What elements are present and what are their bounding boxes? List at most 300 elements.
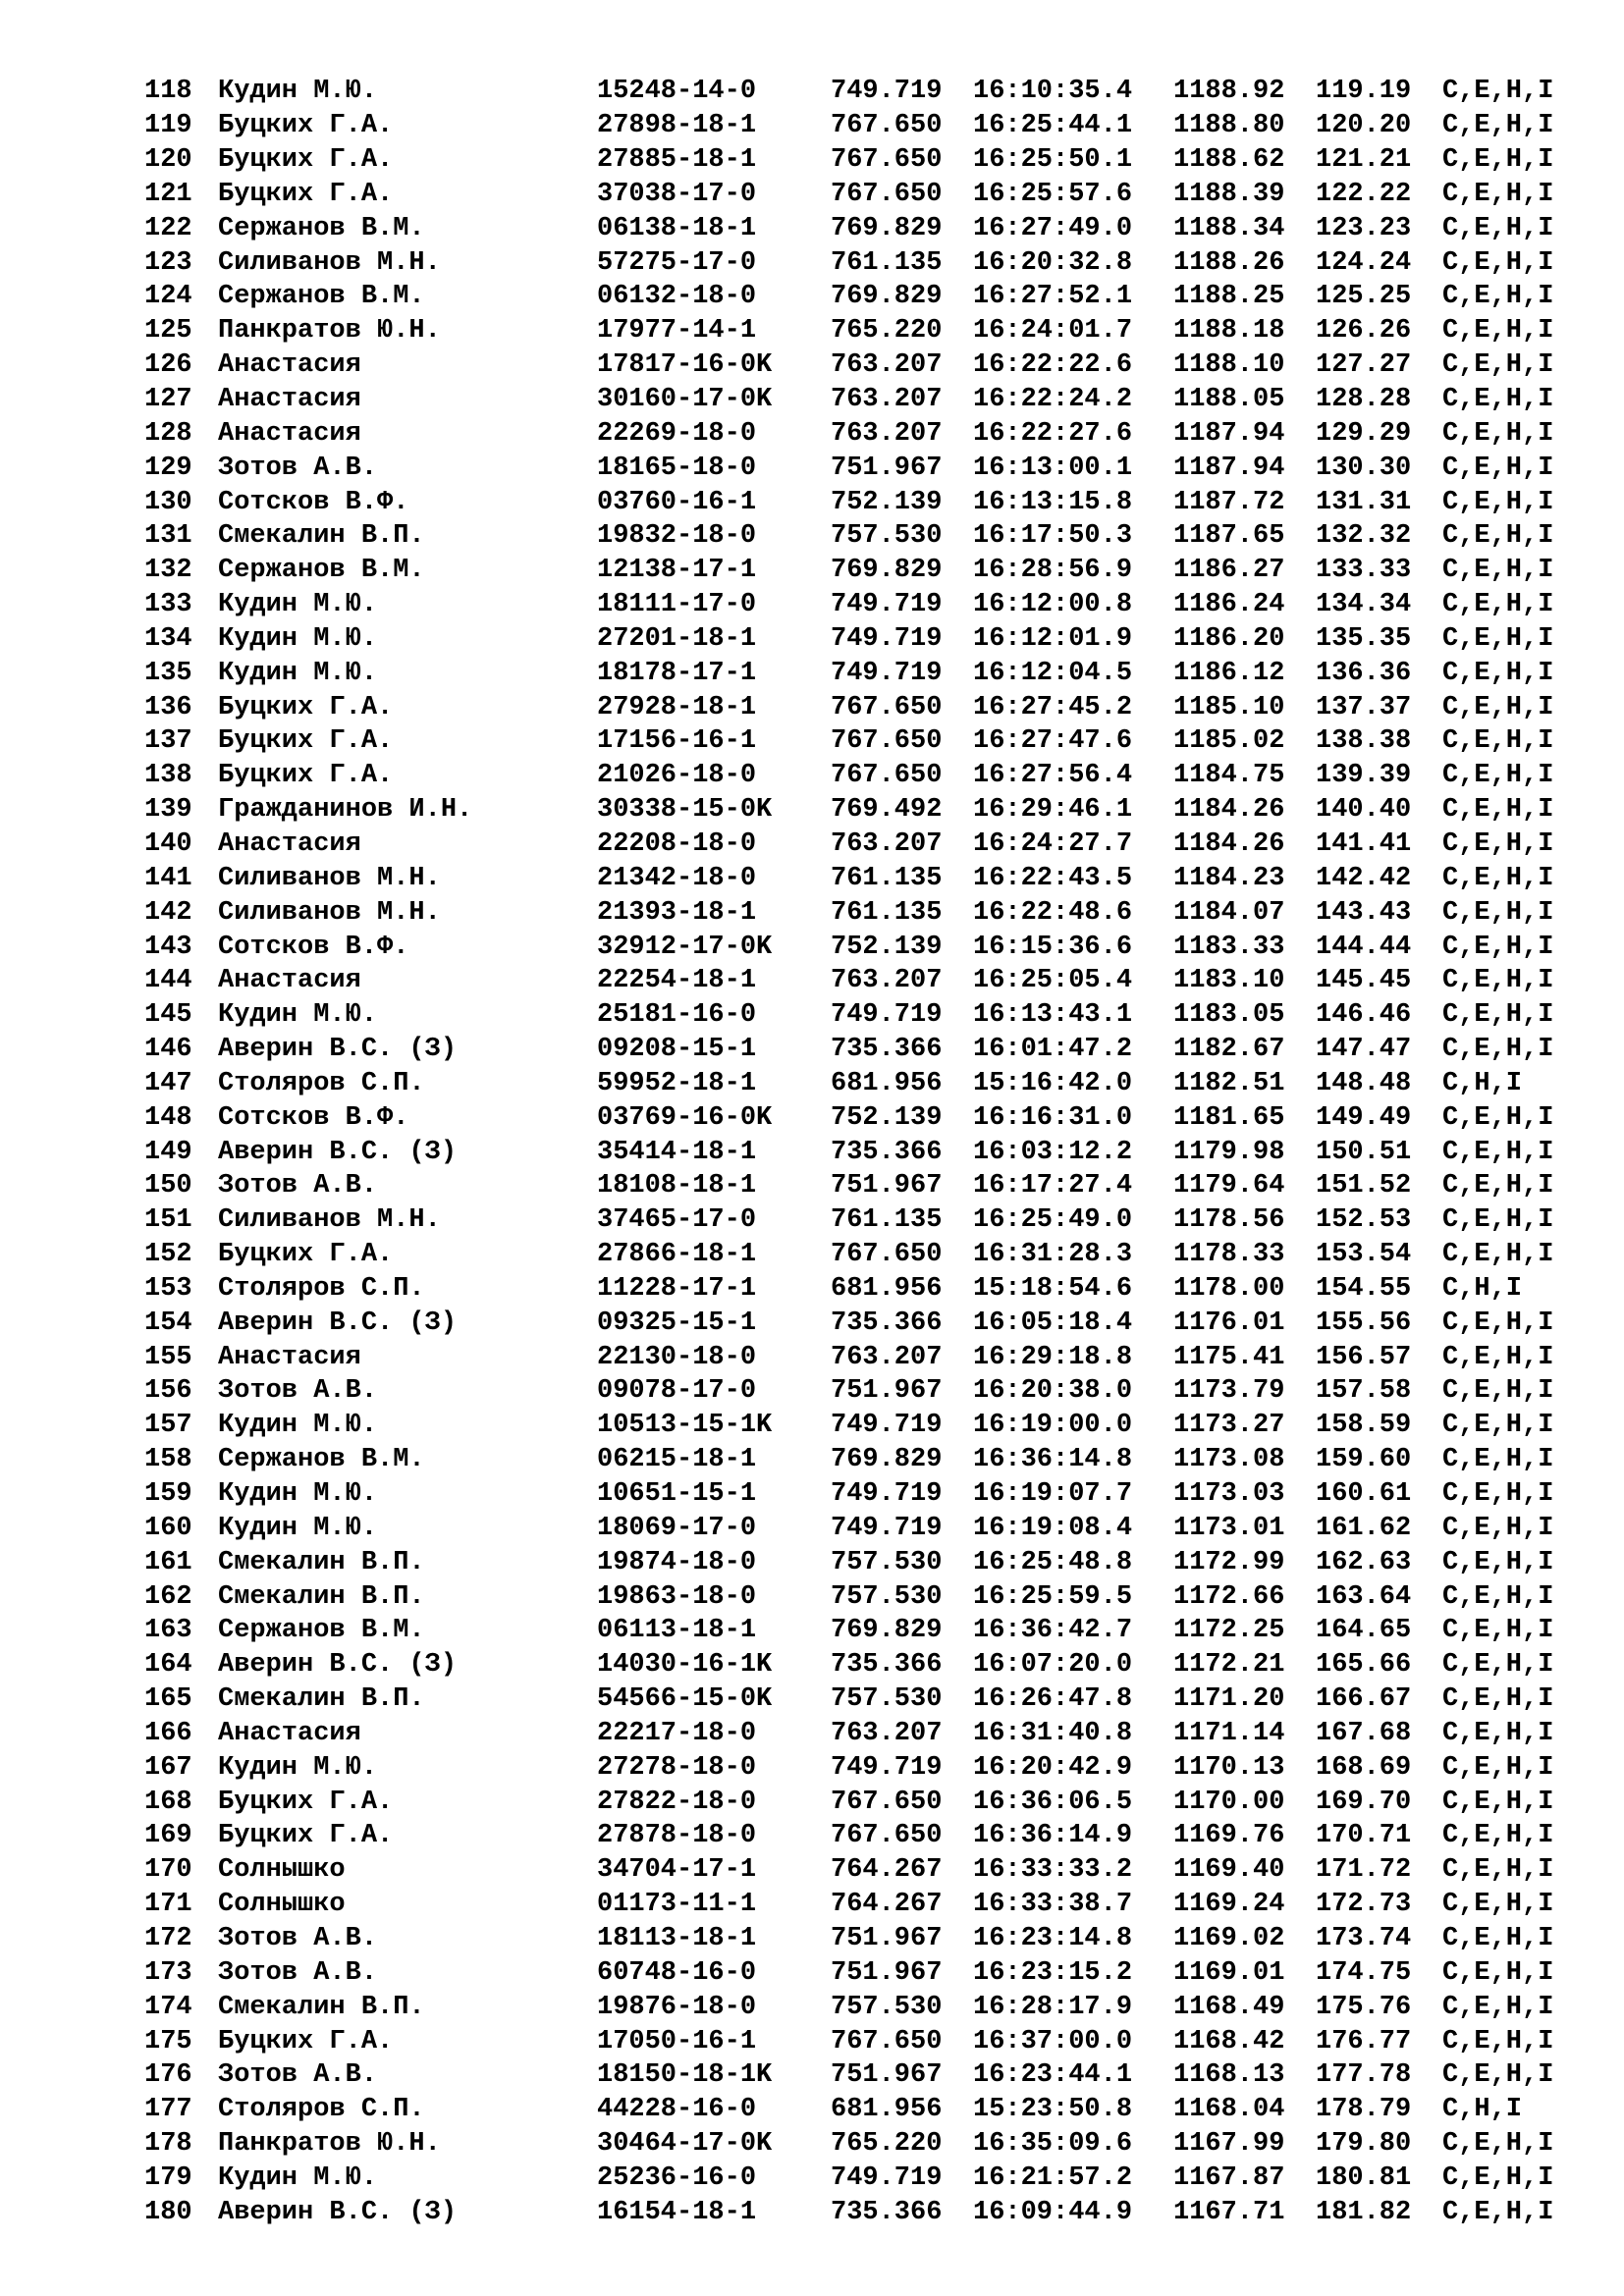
points: 150.51 bbox=[1316, 1137, 1412, 1167]
arrival-time: 16:26:47.8 bbox=[973, 1684, 1133, 1715]
speed: 1173.03 bbox=[1173, 1479, 1285, 1510]
arrival-time: 16:20:38.0 bbox=[973, 1376, 1133, 1407]
table-row bbox=[144, 622, 1597, 657]
points: 152.53 bbox=[1316, 1205, 1412, 1236]
row-number: 167 bbox=[144, 1752, 192, 1783]
arrival-time: 16:13:15.8 bbox=[973, 487, 1133, 517]
speed: 1184.26 bbox=[1173, 795, 1285, 826]
arrival-time: 16:25:05.4 bbox=[973, 966, 1133, 996]
table-row bbox=[144, 1306, 1597, 1340]
classes: C,E,H,I bbox=[1442, 316, 1554, 347]
row-number: 169 bbox=[144, 1821, 192, 1851]
points: 120.20 bbox=[1316, 111, 1412, 141]
table-row bbox=[144, 1203, 1597, 1238]
table-row bbox=[144, 1066, 1597, 1100]
distance: 749.719 bbox=[831, 77, 943, 107]
participant-name: Буцких Г.А. bbox=[218, 726, 394, 757]
points: 149.49 bbox=[1316, 1102, 1412, 1133]
points: 138.38 bbox=[1316, 726, 1412, 757]
speed: 1168.13 bbox=[1173, 2060, 1285, 2091]
distance: 752.139 bbox=[831, 1102, 943, 1133]
points: 153.54 bbox=[1316, 1240, 1412, 1270]
table-row bbox=[144, 828, 1597, 862]
classes: C,E,H,I bbox=[1442, 1102, 1554, 1133]
participant-name: Гражданинов И.Н. bbox=[218, 795, 473, 826]
row-number: 119 bbox=[144, 111, 192, 141]
points: 119.19 bbox=[1316, 77, 1412, 107]
participant-name: Анастасия bbox=[218, 1342, 361, 1372]
classes: C,H,I bbox=[1442, 1273, 1523, 1304]
participant-name: Сотсков В.Ф. bbox=[218, 487, 409, 517]
distance: 767.650 bbox=[831, 1787, 943, 1817]
speed: 1171.20 bbox=[1173, 1684, 1285, 1715]
speed: 1172.99 bbox=[1173, 1547, 1285, 1577]
distance: 763.207 bbox=[831, 828, 943, 859]
points: 157.58 bbox=[1316, 1376, 1412, 1407]
ring-number: 10651-15-1 bbox=[597, 1479, 757, 1510]
participant-name: Столяров С.П. bbox=[218, 1068, 425, 1098]
speed: 1167.99 bbox=[1173, 2129, 1285, 2160]
arrival-time: 16:01:47.2 bbox=[973, 1035, 1133, 1065]
speed: 1169.24 bbox=[1173, 1890, 1285, 1920]
arrival-time: 16:27:52.1 bbox=[973, 282, 1133, 312]
row-number: 145 bbox=[144, 1000, 192, 1031]
table-row bbox=[144, 554, 1597, 588]
speed: 1178.00 bbox=[1173, 1273, 1285, 1304]
participant-name: Зотов А.В. bbox=[218, 1923, 378, 1953]
participant-name: Буцких Г.А. bbox=[218, 761, 394, 791]
arrival-time: 16:22:22.6 bbox=[973, 350, 1133, 381]
row-number: 153 bbox=[144, 1273, 192, 1304]
ring-number: 27928-18-1 bbox=[597, 692, 757, 722]
points: 178.79 bbox=[1316, 2095, 1412, 2125]
distance: 751.967 bbox=[831, 1923, 943, 1953]
table-row bbox=[144, 964, 1597, 998]
table-row bbox=[144, 1853, 1597, 1888]
classes: C,E,H,I bbox=[1442, 385, 1554, 415]
participant-name: Кудин М.Ю. bbox=[218, 1479, 378, 1510]
points: 126.26 bbox=[1316, 316, 1412, 347]
participant-name: Столяров С.П. bbox=[218, 2095, 425, 2125]
arrival-time: 16:36:42.7 bbox=[973, 1616, 1133, 1646]
table-row bbox=[144, 861, 1597, 895]
points: 158.59 bbox=[1316, 1411, 1412, 1441]
arrival-time: 16:22:43.5 bbox=[973, 863, 1133, 893]
ring-number: 18108-18-1 bbox=[597, 1171, 757, 1201]
arrival-time: 16:12:01.9 bbox=[973, 623, 1133, 654]
participant-name: Кудин М.Ю. bbox=[218, 2163, 378, 2193]
table-row bbox=[144, 1614, 1597, 1648]
row-number: 138 bbox=[144, 761, 192, 791]
ring-number: 27866-18-1 bbox=[597, 1240, 757, 1270]
arrival-time: 16:33:38.7 bbox=[973, 1890, 1133, 1920]
points: 135.35 bbox=[1316, 623, 1412, 654]
ring-number: 27885-18-1 bbox=[597, 145, 757, 176]
arrival-time: 16:09:44.9 bbox=[973, 2197, 1133, 2227]
participant-name: Силиванов М.Н. bbox=[218, 897, 441, 928]
arrival-time: 16:12:04.5 bbox=[973, 658, 1133, 688]
table-row bbox=[144, 1511, 1597, 1545]
table-row bbox=[144, 895, 1597, 930]
table-row bbox=[144, 245, 1597, 280]
participant-name: Буцких Г.А. bbox=[218, 692, 394, 722]
distance: 769.829 bbox=[831, 213, 943, 243]
arrival-time: 16:31:40.8 bbox=[973, 1718, 1133, 1748]
points: 177.78 bbox=[1316, 2060, 1412, 2091]
ring-number: 03760-16-1 bbox=[597, 487, 757, 517]
distance: 763.207 bbox=[831, 418, 943, 449]
points: 134.34 bbox=[1316, 590, 1412, 620]
row-number: 133 bbox=[144, 590, 192, 620]
row-number: 144 bbox=[144, 966, 192, 996]
speed: 1184.07 bbox=[1173, 897, 1285, 928]
row-number: 175 bbox=[144, 2026, 192, 2056]
table-row bbox=[144, 2093, 1597, 2127]
participant-name: Кудин М.Ю. bbox=[218, 658, 378, 688]
ring-number: 19874-18-0 bbox=[597, 1547, 757, 1577]
classes: C,E,H,I bbox=[1442, 726, 1554, 757]
arrival-time: 15:18:54.6 bbox=[973, 1273, 1133, 1304]
table-row bbox=[144, 793, 1597, 828]
participant-name: Солнышко bbox=[218, 1890, 346, 1920]
row-number: 176 bbox=[144, 2060, 192, 2091]
table-row bbox=[144, 588, 1597, 622]
table-row bbox=[144, 1785, 1597, 1819]
speed: 1188.39 bbox=[1173, 179, 1285, 209]
row-number: 172 bbox=[144, 1923, 192, 1953]
arrival-time: 15:16:42.0 bbox=[973, 1068, 1133, 1098]
row-number: 129 bbox=[144, 453, 192, 483]
ring-number: 27822-18-0 bbox=[597, 1787, 757, 1817]
points: 122.22 bbox=[1316, 179, 1412, 209]
distance: 751.967 bbox=[831, 1171, 943, 1201]
distance: 681.956 bbox=[831, 2095, 943, 2125]
classes: C,E,H,I bbox=[1442, 1957, 1554, 1988]
ring-number: 18111-17-0 bbox=[597, 590, 757, 620]
results-table bbox=[144, 75, 1597, 2229]
speed: 1183.05 bbox=[1173, 1000, 1285, 1031]
table-row bbox=[144, 109, 1597, 143]
points: 176.77 bbox=[1316, 2026, 1412, 2056]
ring-number: 09078-17-0 bbox=[597, 1376, 757, 1407]
row-number: 149 bbox=[144, 1137, 192, 1167]
distance: 757.530 bbox=[831, 1581, 943, 1612]
arrival-time: 16:27:49.0 bbox=[973, 213, 1133, 243]
participant-name: Кудин М.Ю. bbox=[218, 1752, 378, 1783]
ring-number: 17156-16-1 bbox=[597, 726, 757, 757]
speed: 1188.80 bbox=[1173, 111, 1285, 141]
classes: C,E,H,I bbox=[1442, 1684, 1554, 1715]
row-number: 127 bbox=[144, 385, 192, 415]
table-row bbox=[144, 2161, 1597, 2195]
speed: 1168.42 bbox=[1173, 2026, 1285, 2056]
participant-name: Анастасия bbox=[218, 418, 361, 449]
points: 130.30 bbox=[1316, 453, 1412, 483]
row-number: 154 bbox=[144, 1308, 192, 1338]
row-number: 137 bbox=[144, 726, 192, 757]
classes: C,E,H,I bbox=[1442, 795, 1554, 826]
participant-name: Кудин М.Ю. bbox=[218, 77, 378, 107]
arrival-time: 16:35:09.6 bbox=[973, 2129, 1133, 2160]
table-row bbox=[144, 1717, 1597, 1751]
classes: C,E,H,I bbox=[1442, 828, 1554, 859]
points: 168.69 bbox=[1316, 1752, 1412, 1783]
row-number: 165 bbox=[144, 1684, 192, 1715]
ring-number: 18113-18-1 bbox=[597, 1923, 757, 1953]
row-number: 155 bbox=[144, 1342, 192, 1372]
participant-name: Кудин М.Ю. bbox=[218, 1000, 378, 1031]
classes: C,E,H,I bbox=[1442, 282, 1554, 312]
ring-number: 30464-17-0K bbox=[597, 2129, 773, 2160]
row-number: 130 bbox=[144, 487, 192, 517]
distance: 763.207 bbox=[831, 966, 943, 996]
arrival-time: 16:27:47.6 bbox=[973, 726, 1133, 757]
speed: 1188.25 bbox=[1173, 282, 1285, 312]
row-number: 135 bbox=[144, 658, 192, 688]
ring-number: 19863-18-0 bbox=[597, 1581, 757, 1612]
points: 129.29 bbox=[1316, 418, 1412, 449]
table-row bbox=[144, 1409, 1597, 1443]
participant-name: Панкратов Ю.Н. bbox=[218, 316, 441, 347]
speed: 1173.27 bbox=[1173, 1411, 1285, 1441]
participant-name: Анастасия bbox=[218, 966, 361, 996]
table-row bbox=[144, 1682, 1597, 1717]
classes: C,E,H,I bbox=[1442, 1240, 1554, 1270]
speed: 1188.34 bbox=[1173, 213, 1285, 243]
distance: 681.956 bbox=[831, 1273, 943, 1304]
points: 159.60 bbox=[1316, 1445, 1412, 1475]
speed: 1188.92 bbox=[1173, 77, 1285, 107]
points: 175.76 bbox=[1316, 1992, 1412, 2022]
classes: C,E,H,I bbox=[1442, 556, 1554, 586]
arrival-time: 16:07:20.0 bbox=[973, 1650, 1133, 1681]
points: 147.47 bbox=[1316, 1035, 1412, 1065]
participant-name: Анастасия bbox=[218, 828, 361, 859]
ring-number: 19876-18-0 bbox=[597, 1992, 757, 2022]
distance: 765.220 bbox=[831, 2129, 943, 2160]
arrival-time: 16:33:33.2 bbox=[973, 1855, 1133, 1886]
speed: 1169.76 bbox=[1173, 1821, 1285, 1851]
ring-number: 17817-16-0K bbox=[597, 350, 773, 381]
speed: 1169.02 bbox=[1173, 1923, 1285, 1953]
speed: 1172.66 bbox=[1173, 1581, 1285, 1612]
row-number: 136 bbox=[144, 692, 192, 722]
row-number: 147 bbox=[144, 1068, 192, 1098]
classes: C,E,H,I bbox=[1442, 1445, 1554, 1475]
ring-number: 60748-16-0 bbox=[597, 1957, 757, 1988]
classes: C,E,H,I bbox=[1442, 1000, 1554, 1031]
points: 144.44 bbox=[1316, 932, 1412, 962]
points: 174.75 bbox=[1316, 1957, 1412, 1988]
table-row bbox=[144, 1955, 1597, 1990]
arrival-time: 16:24:27.7 bbox=[973, 828, 1133, 859]
table-row bbox=[144, 1888, 1597, 1922]
speed: 1178.33 bbox=[1173, 1240, 1285, 1270]
row-number: 148 bbox=[144, 1102, 192, 1133]
participant-name: Кудин М.Ю. bbox=[218, 623, 378, 654]
ring-number: 44228-16-0 bbox=[597, 2095, 757, 2125]
classes: C,H,I bbox=[1442, 2095, 1523, 2125]
ring-number: 32912-17-0K bbox=[597, 932, 773, 962]
speed: 1188.05 bbox=[1173, 385, 1285, 415]
table-row bbox=[144, 1477, 1597, 1512]
classes: C,E,H,I bbox=[1442, 111, 1554, 141]
distance: 763.207 bbox=[831, 385, 943, 415]
table-row bbox=[144, 211, 1597, 245]
participant-name: Силиванов М.Н. bbox=[218, 863, 441, 893]
speed: 1188.10 bbox=[1173, 350, 1285, 381]
distance: 767.650 bbox=[831, 726, 943, 757]
points: 180.81 bbox=[1316, 2163, 1412, 2193]
row-number: 170 bbox=[144, 1855, 192, 1886]
ring-number: 57275-17-0 bbox=[597, 247, 757, 278]
classes: C,E,H,I bbox=[1442, 2197, 1554, 2227]
distance: 767.650 bbox=[831, 1240, 943, 1270]
speed: 1167.71 bbox=[1173, 2197, 1285, 2227]
points: 137.37 bbox=[1316, 692, 1412, 722]
table-row bbox=[144, 143, 1597, 178]
row-number: 134 bbox=[144, 623, 192, 654]
arrival-time: 16:19:08.4 bbox=[973, 1513, 1133, 1543]
participant-name: Кудин М.Ю. bbox=[218, 1513, 378, 1543]
arrival-time: 16:36:14.8 bbox=[973, 1445, 1133, 1475]
ring-number: 18069-17-0 bbox=[597, 1513, 757, 1543]
distance: 757.530 bbox=[831, 1992, 943, 2022]
row-number: 131 bbox=[144, 521, 192, 552]
classes: C,E,H,I bbox=[1442, 487, 1554, 517]
ring-number: 17977-14-1 bbox=[597, 316, 757, 347]
ring-number: 21026-18-0 bbox=[597, 761, 757, 791]
points: 161.62 bbox=[1316, 1513, 1412, 1543]
arrival-time: 16:25:44.1 bbox=[973, 111, 1133, 141]
arrival-time: 16:10:35.4 bbox=[973, 77, 1133, 107]
distance: 764.267 bbox=[831, 1855, 943, 1886]
ring-number: 12138-17-1 bbox=[597, 556, 757, 586]
arrival-time: 16:37:00.0 bbox=[973, 2026, 1133, 2056]
arrival-time: 16:19:07.7 bbox=[973, 1479, 1133, 1510]
participant-name: Смекалин В.П. bbox=[218, 1581, 425, 1612]
ring-number: 25236-16-0 bbox=[597, 2163, 757, 2193]
ring-number: 30338-15-0K bbox=[597, 795, 773, 826]
row-number: 179 bbox=[144, 2163, 192, 2193]
participant-name: Буцких Г.А. bbox=[218, 145, 394, 176]
participant-name: Кудин М.Ю. bbox=[218, 1411, 378, 1441]
distance: 761.135 bbox=[831, 897, 943, 928]
table-row bbox=[144, 1238, 1597, 1272]
arrival-time: 16:03:12.2 bbox=[973, 1137, 1133, 1167]
participant-name: Зотов А.В. bbox=[218, 2060, 378, 2091]
arrival-time: 16:29:46.1 bbox=[973, 795, 1133, 826]
row-number: 141 bbox=[144, 863, 192, 893]
table-row bbox=[144, 1990, 1597, 2024]
speed: 1186.27 bbox=[1173, 556, 1285, 586]
table-row bbox=[144, 178, 1597, 212]
ring-number: 09208-15-1 bbox=[597, 1035, 757, 1065]
speed: 1182.51 bbox=[1173, 1068, 1285, 1098]
row-number: 126 bbox=[144, 350, 192, 381]
participant-name: Сотсков В.Ф. bbox=[218, 1102, 409, 1133]
classes: C,E,H,I bbox=[1442, 1137, 1554, 1167]
table-row bbox=[144, 1169, 1597, 1203]
distance: 751.967 bbox=[831, 453, 943, 483]
classes: C,E,H,I bbox=[1442, 1479, 1554, 1510]
speed: 1179.64 bbox=[1173, 1171, 1285, 1201]
ring-number: 27898-18-1 bbox=[597, 111, 757, 141]
arrival-time: 16:19:00.0 bbox=[973, 1411, 1133, 1441]
classes: C,E,H,I bbox=[1442, 2163, 1554, 2193]
arrival-time: 16:13:43.1 bbox=[973, 1000, 1133, 1031]
arrival-time: 16:27:45.2 bbox=[973, 692, 1133, 722]
points: 154.55 bbox=[1316, 1273, 1412, 1304]
arrival-time: 16:16:31.0 bbox=[973, 1102, 1133, 1133]
distance: 735.366 bbox=[831, 1308, 943, 1338]
points: 156.57 bbox=[1316, 1342, 1412, 1372]
distance: 767.650 bbox=[831, 692, 943, 722]
ring-number: 22208-18-0 bbox=[597, 828, 757, 859]
speed: 1172.25 bbox=[1173, 1616, 1285, 1646]
participant-name: Силиванов М.Н. bbox=[218, 1205, 441, 1236]
distance: 749.719 bbox=[831, 1411, 943, 1441]
ring-number: 09325-15-1 bbox=[597, 1308, 757, 1338]
row-number: 162 bbox=[144, 1581, 192, 1612]
distance: 769.829 bbox=[831, 282, 943, 312]
points: 148.48 bbox=[1316, 1068, 1412, 1098]
speed: 1187.94 bbox=[1173, 418, 1285, 449]
speed: 1186.20 bbox=[1173, 623, 1285, 654]
row-number: 152 bbox=[144, 1240, 192, 1270]
distance: 763.207 bbox=[831, 1718, 943, 1748]
points: 181.82 bbox=[1316, 2197, 1412, 2227]
speed: 1168.04 bbox=[1173, 2095, 1285, 2125]
row-number: 164 bbox=[144, 1650, 192, 1681]
table-row bbox=[144, 2127, 1597, 2162]
participant-name: Зотов А.В. bbox=[218, 1957, 378, 1988]
row-number: 168 bbox=[144, 1787, 192, 1817]
points: 169.70 bbox=[1316, 1787, 1412, 1817]
participant-name: Аверин В.С. (З) bbox=[218, 1035, 458, 1065]
participant-name: Анастасия bbox=[218, 350, 361, 381]
points: 146.46 bbox=[1316, 1000, 1412, 1031]
points: 151.52 bbox=[1316, 1171, 1412, 1201]
participant-name: Силиванов М.Н. bbox=[218, 247, 441, 278]
points: 166.67 bbox=[1316, 1684, 1412, 1715]
ring-number: 18178-17-1 bbox=[597, 658, 757, 688]
participant-name: Буцких Г.А. bbox=[218, 179, 394, 209]
arrival-time: 16:28:17.9 bbox=[973, 1992, 1133, 2022]
classes: C,E,H,I bbox=[1442, 1616, 1554, 1646]
points: 179.80 bbox=[1316, 2129, 1412, 2160]
speed: 1181.65 bbox=[1173, 1102, 1285, 1133]
row-number: 171 bbox=[144, 1890, 192, 1920]
classes: C,E,H,I bbox=[1442, 863, 1554, 893]
ring-number: 21342-18-0 bbox=[597, 863, 757, 893]
speed: 1184.26 bbox=[1173, 828, 1285, 859]
row-number: 173 bbox=[144, 1957, 192, 1988]
table-row bbox=[144, 1750, 1597, 1785]
points: 128.28 bbox=[1316, 385, 1412, 415]
points: 141.41 bbox=[1316, 828, 1412, 859]
speed: 1188.62 bbox=[1173, 145, 1285, 176]
classes: C,E,H,I bbox=[1442, 1547, 1554, 1577]
distance: 757.530 bbox=[831, 1547, 943, 1577]
ring-number: 54566-15-0K bbox=[597, 1684, 773, 1715]
row-number: 150 bbox=[144, 1171, 192, 1201]
speed: 1186.24 bbox=[1173, 590, 1285, 620]
classes: C,E,H,I bbox=[1442, 1718, 1554, 1748]
participant-name: Буцких Г.А. bbox=[218, 2026, 394, 2056]
ring-number: 06138-18-1 bbox=[597, 213, 757, 243]
arrival-time: 16:22:27.6 bbox=[973, 418, 1133, 449]
